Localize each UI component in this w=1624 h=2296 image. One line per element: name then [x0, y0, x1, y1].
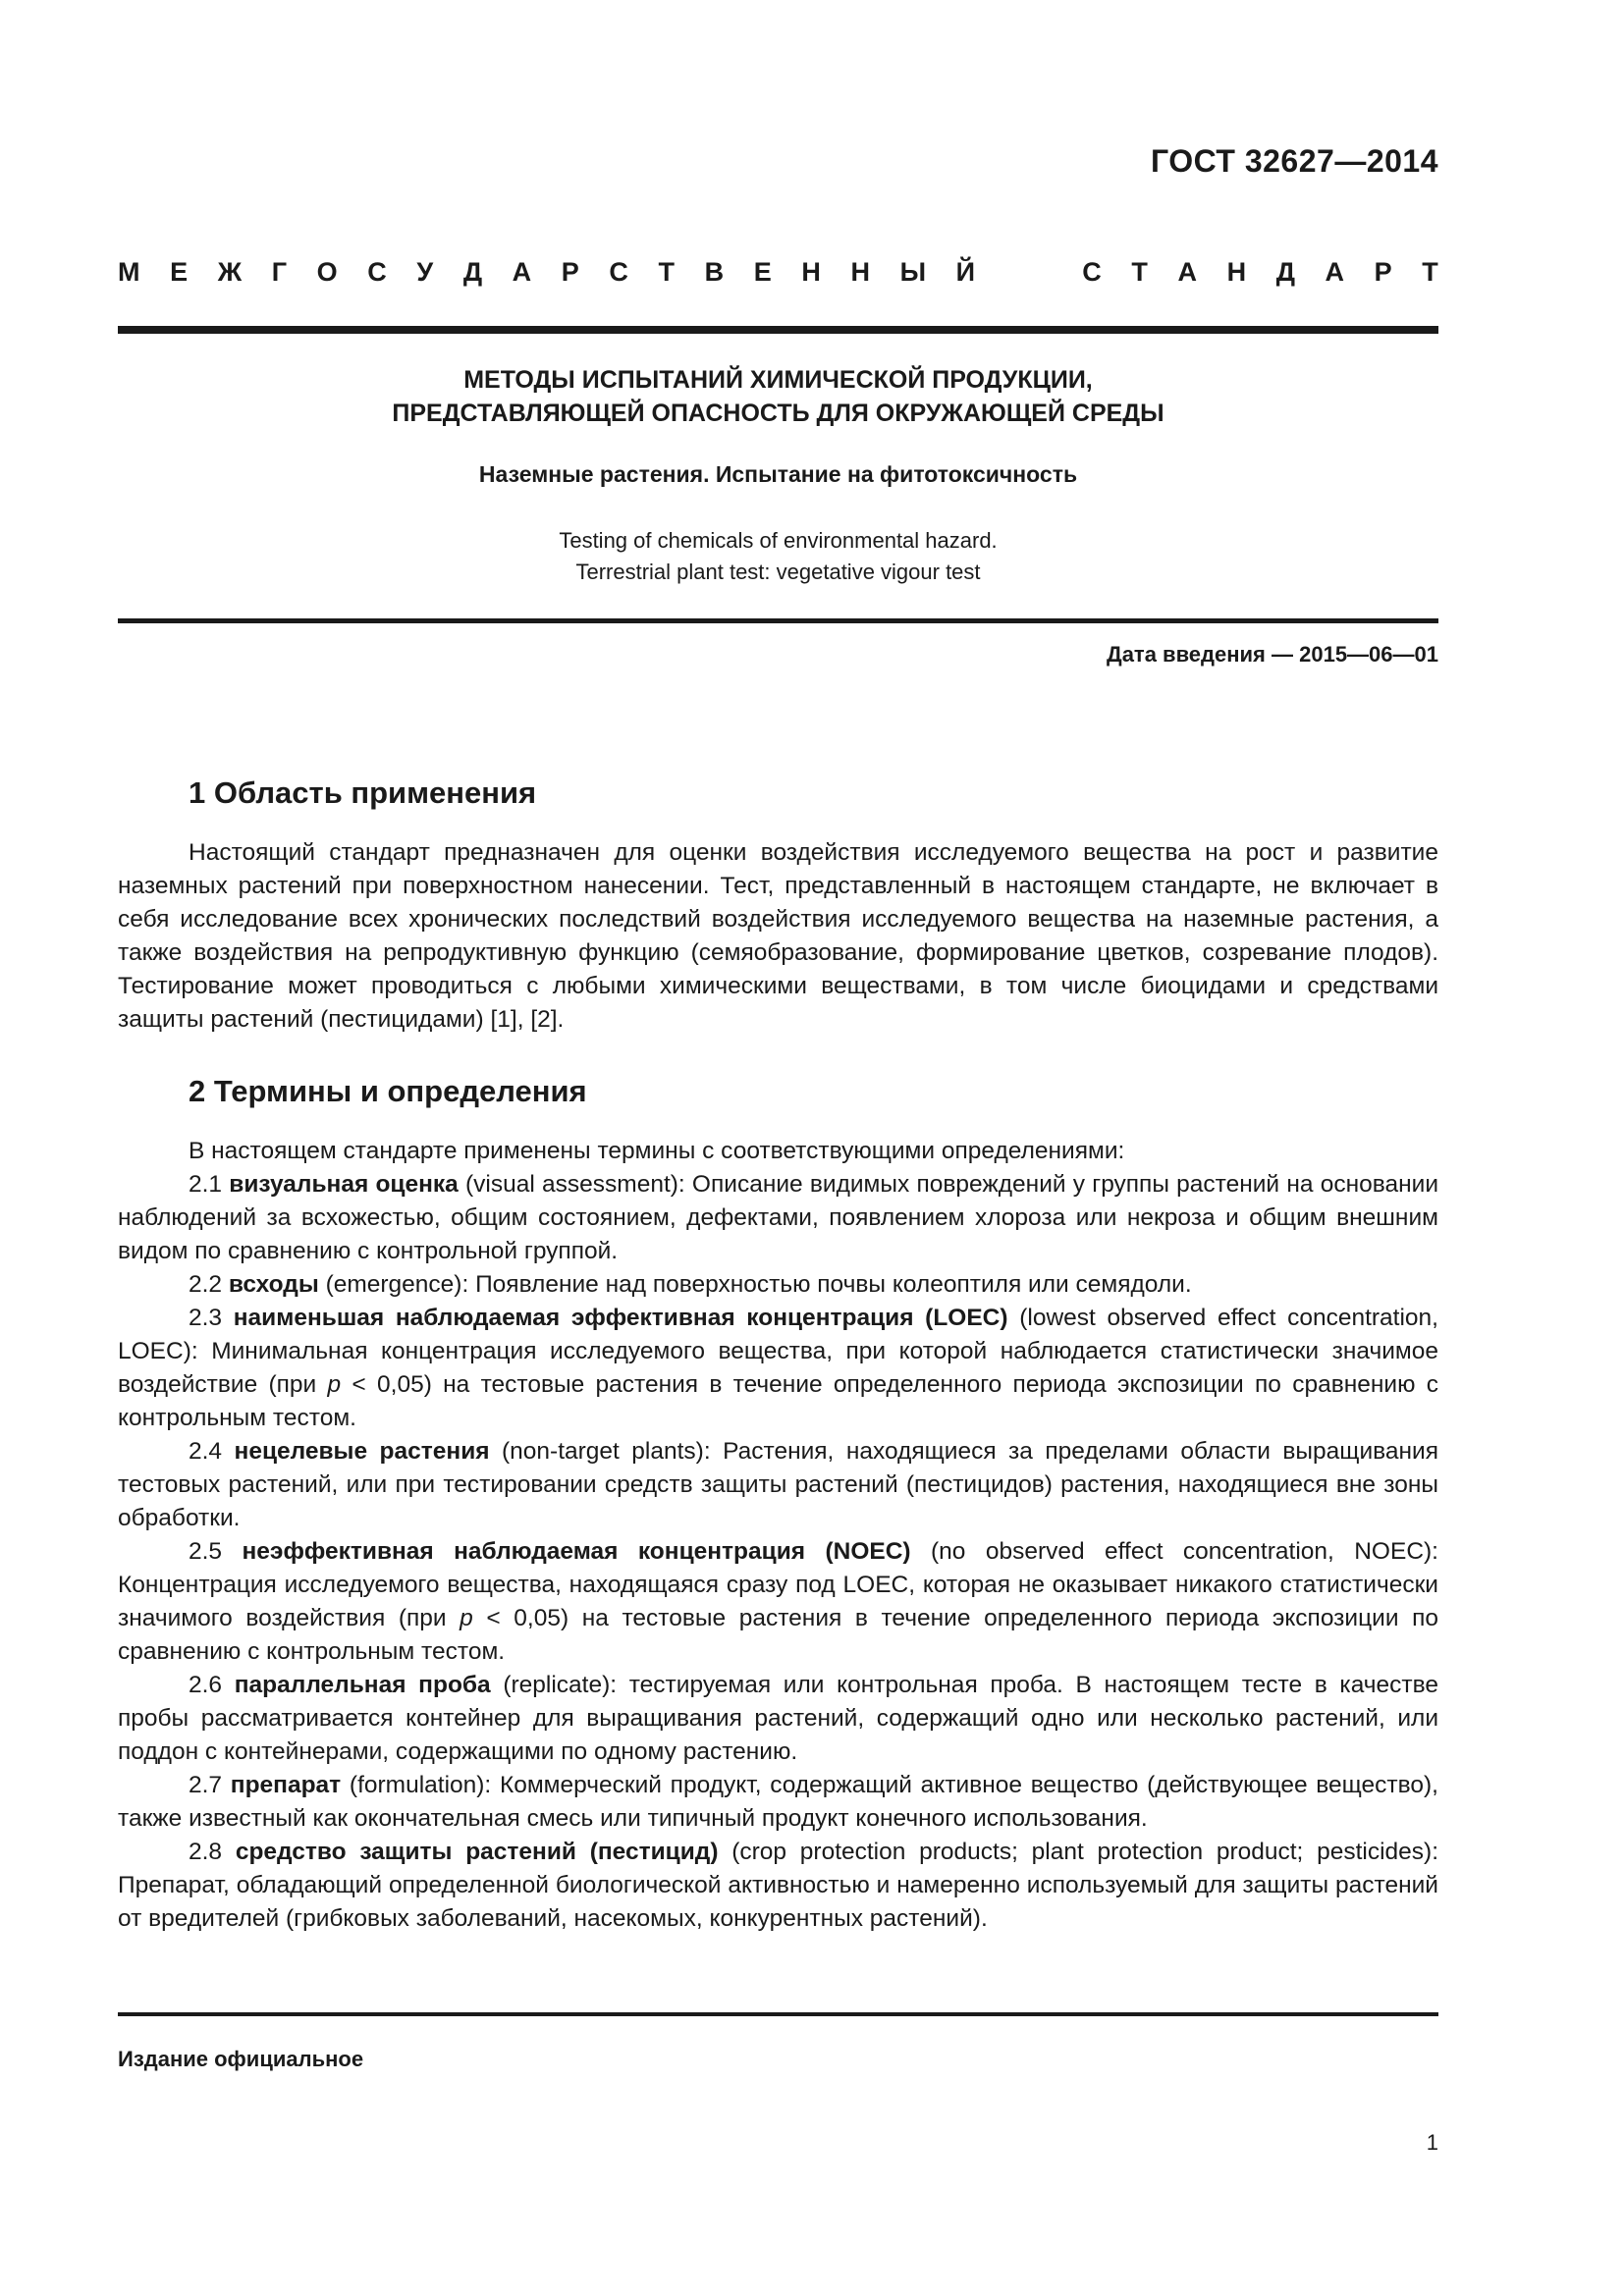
footer-divider [118, 2012, 1438, 2016]
banner-letter: Р [1374, 257, 1392, 287]
term-definition [118, 1836, 1438, 1936]
term-name: неэффективная наблюдаемая концентрация (NOEC) [242, 1538, 911, 1565]
term-text: (no observed effect concentration, NOEC): Концентрация исследуемого вещества, находящаяся сразу под LOEC, которая не оказывает никакого статистически значимого воздействия (при [118, 1538, 1438, 1631]
term-number: 2.6 [189, 1672, 223, 1698]
banner-letter: Г [271, 257, 288, 287]
term-name: препарат [230, 1772, 342, 1798]
banner-letter: С [1082, 257, 1102, 287]
banner-letter: С [367, 257, 387, 287]
banner-letter: А [1177, 257, 1197, 287]
term-text: (replicate): тестируемая или контрольная проба. В настоящем тесте в качестве пробы рассматривается контейнер для выращивания растений, содержащий одно или несколько растений, или поддон с контейнерами, содержащими по одному растению. [118, 1672, 1439, 1765]
title-line: МЕТОДЫ ИСПЫТАНИЙ ХИМИЧЕСКОЙ ПРОДУКЦИИ, [463, 366, 1093, 394]
term-definition [118, 1268, 1438, 1302]
banner-letter: А [512, 257, 532, 287]
term-text: (non-target plants): Растения, находящиеся за пределами области выращивания тестовых растений, или при тестировании средств защиты растений (пестицидов) растения, находящиеся вне зоны обработки. [118, 1438, 1438, 1531]
header-divider [118, 326, 1438, 334]
banner-letter: Т [1131, 257, 1148, 287]
term-name: визуальная оценка [229, 1171, 459, 1198]
section-2-body [118, 1135, 1438, 1936]
term-number: 2.5 [189, 1538, 223, 1565]
term-definition [118, 1769, 1438, 1836]
term-name: параллельная проба [234, 1672, 491, 1698]
official-edition-label: Издание официальное [118, 2047, 364, 2071]
term-text: (emergence): Появление над поверхностью почвы колеоптиля или семядоли. [318, 1271, 1192, 1298]
term-text: < 0,05) на тестовые растения в течение определенного периода экспозиции по сравнению с контрольным тестом. [118, 1371, 1438, 1431]
banner-letter: Т [1422, 257, 1438, 287]
banner-letter: Д [462, 257, 483, 287]
banner-letter: Н [850, 257, 870, 287]
banner-letter: Е [170, 257, 189, 287]
english-title [118, 525, 1438, 588]
term-number: 2.2 [189, 1271, 223, 1298]
interstate-standard-banner [118, 257, 1438, 293]
gost-code: ГОСТ 32627—2014 [1150, 143, 1438, 179]
section-2-intro: В настоящем стандарте применены термины с соответствующими определениями: [189, 1138, 1125, 1164]
term-text: (lowest observed effect concentration, LOEC): Минимальная концентрация исследуемого вещества, при которой наблюдается статистически значимое воздействие (при [118, 1305, 1438, 1398]
section-1-heading: 1 Область применения [189, 775, 537, 810]
banner-letter: Н [801, 257, 821, 287]
document-title [118, 363, 1438, 430]
banner-letter: Д [1275, 257, 1295, 287]
english-title-line: Testing of chemicals of environmental hazard. [559, 528, 998, 553]
term-text: (formulation): Коммерческий продукт, содержащий активное вещество (действующее вещество), также известный как окончательная смесь или типичный продукт конечного использования. [118, 1772, 1438, 1832]
term-definition [118, 1435, 1438, 1535]
term-definition [118, 1535, 1438, 1669]
banner-letter: С [609, 257, 628, 287]
term-number: 2.4 [189, 1438, 223, 1465]
introduction-date: Дата введения — 2015—06—01 [1107, 642, 1438, 667]
term-name: средство защиты растений (пестицид) [235, 1839, 719, 1865]
term-italic: p [460, 1605, 473, 1631]
term-name: нецелевые растения [234, 1438, 490, 1465]
section-1-paragraph: Настоящий стандарт предназначен для оценки воздействия исследуемого вещества на рост и развитие наземных растений при поверхностном нанесении. Тест, представленный в настоящем стандарте, не включает в себя исследование всех хронических последствий воздействия исследуемого вещества на наземные растения, а также воздействия на репродуктивную функцию (семяобразование, формирование цветков, созревание плодов). Тестирование может проводиться с любыми химическими веществами, в том числе биоцидами и средствами защиты растений (пестицидами) [1], [2]. [118, 839, 1438, 1033]
document-page [118, 0, 1438, 2296]
banner-letter: А [1325, 257, 1345, 287]
term-text: (crop protection products; plant protection product; pesticides): Препарат, обладающий определенной биологической активностью и намеренно используемый для защиты растений от вредителей (грибковых заболеваний, насекомых, конкурентных растений). [118, 1839, 1439, 1932]
term-definition [118, 1669, 1438, 1769]
banner-letter: У [416, 257, 434, 287]
banner-letter: М [118, 257, 140, 287]
term-text: (visual assessment): Описание видимых повреждений у группы растений на основании наблюдений за всхожестью, общим состоянием, дефектами, появлением хлороза или некроза и общим внешним видом по сравнению с контрольной группой. [118, 1171, 1439, 1264]
section-2-heading: 2 Термины и определения [189, 1074, 587, 1108]
term-number: 2.8 [189, 1839, 223, 1865]
banner-letter: О [316, 257, 338, 287]
term-name: наименьшая наблюдаемая эффективная концентрация (LOEC) [233, 1305, 1008, 1331]
banner-letter: Т [658, 257, 676, 287]
banner-letter: Ж [217, 257, 243, 287]
english-title-line: Terrestrial plant test: vegetative vigour test [575, 560, 981, 584]
term-name: всходы [228, 1271, 319, 1298]
banner-letter: Ы [899, 257, 927, 287]
term-text: < 0,05) на тестовые растения в течение определенного периода экспозиции по сравнению с контрольным тестом. [118, 1605, 1438, 1665]
page-number: 1 [1426, 2130, 1438, 2155]
section-1-body [118, 836, 1438, 1037]
banner-letter: Н [1226, 257, 1247, 287]
term-italic: p [327, 1371, 342, 1398]
term-number: 2.3 [189, 1305, 223, 1331]
banner-row [118, 257, 1438, 288]
banner-letter: Е [753, 257, 772, 287]
term-number: 2.1 [189, 1171, 223, 1198]
document-subtitle: Наземные растения. Испытание на фитотоксичность [478, 461, 1078, 487]
term-definition [118, 1302, 1438, 1435]
term-number: 2.7 [189, 1772, 223, 1798]
title-divider [118, 618, 1438, 623]
banner-letter: В [704, 257, 725, 287]
title-line: ПРЕДСТАВЛЯЮЩЕЙ ОПАСНОСТЬ ДЛЯ ОКРУЖАЮЩЕЙ СРЕДЫ [392, 400, 1164, 427]
term-definition [118, 1168, 1438, 1268]
banner-letter: Й [955, 257, 976, 287]
banner-letter: Р [561, 257, 579, 287]
